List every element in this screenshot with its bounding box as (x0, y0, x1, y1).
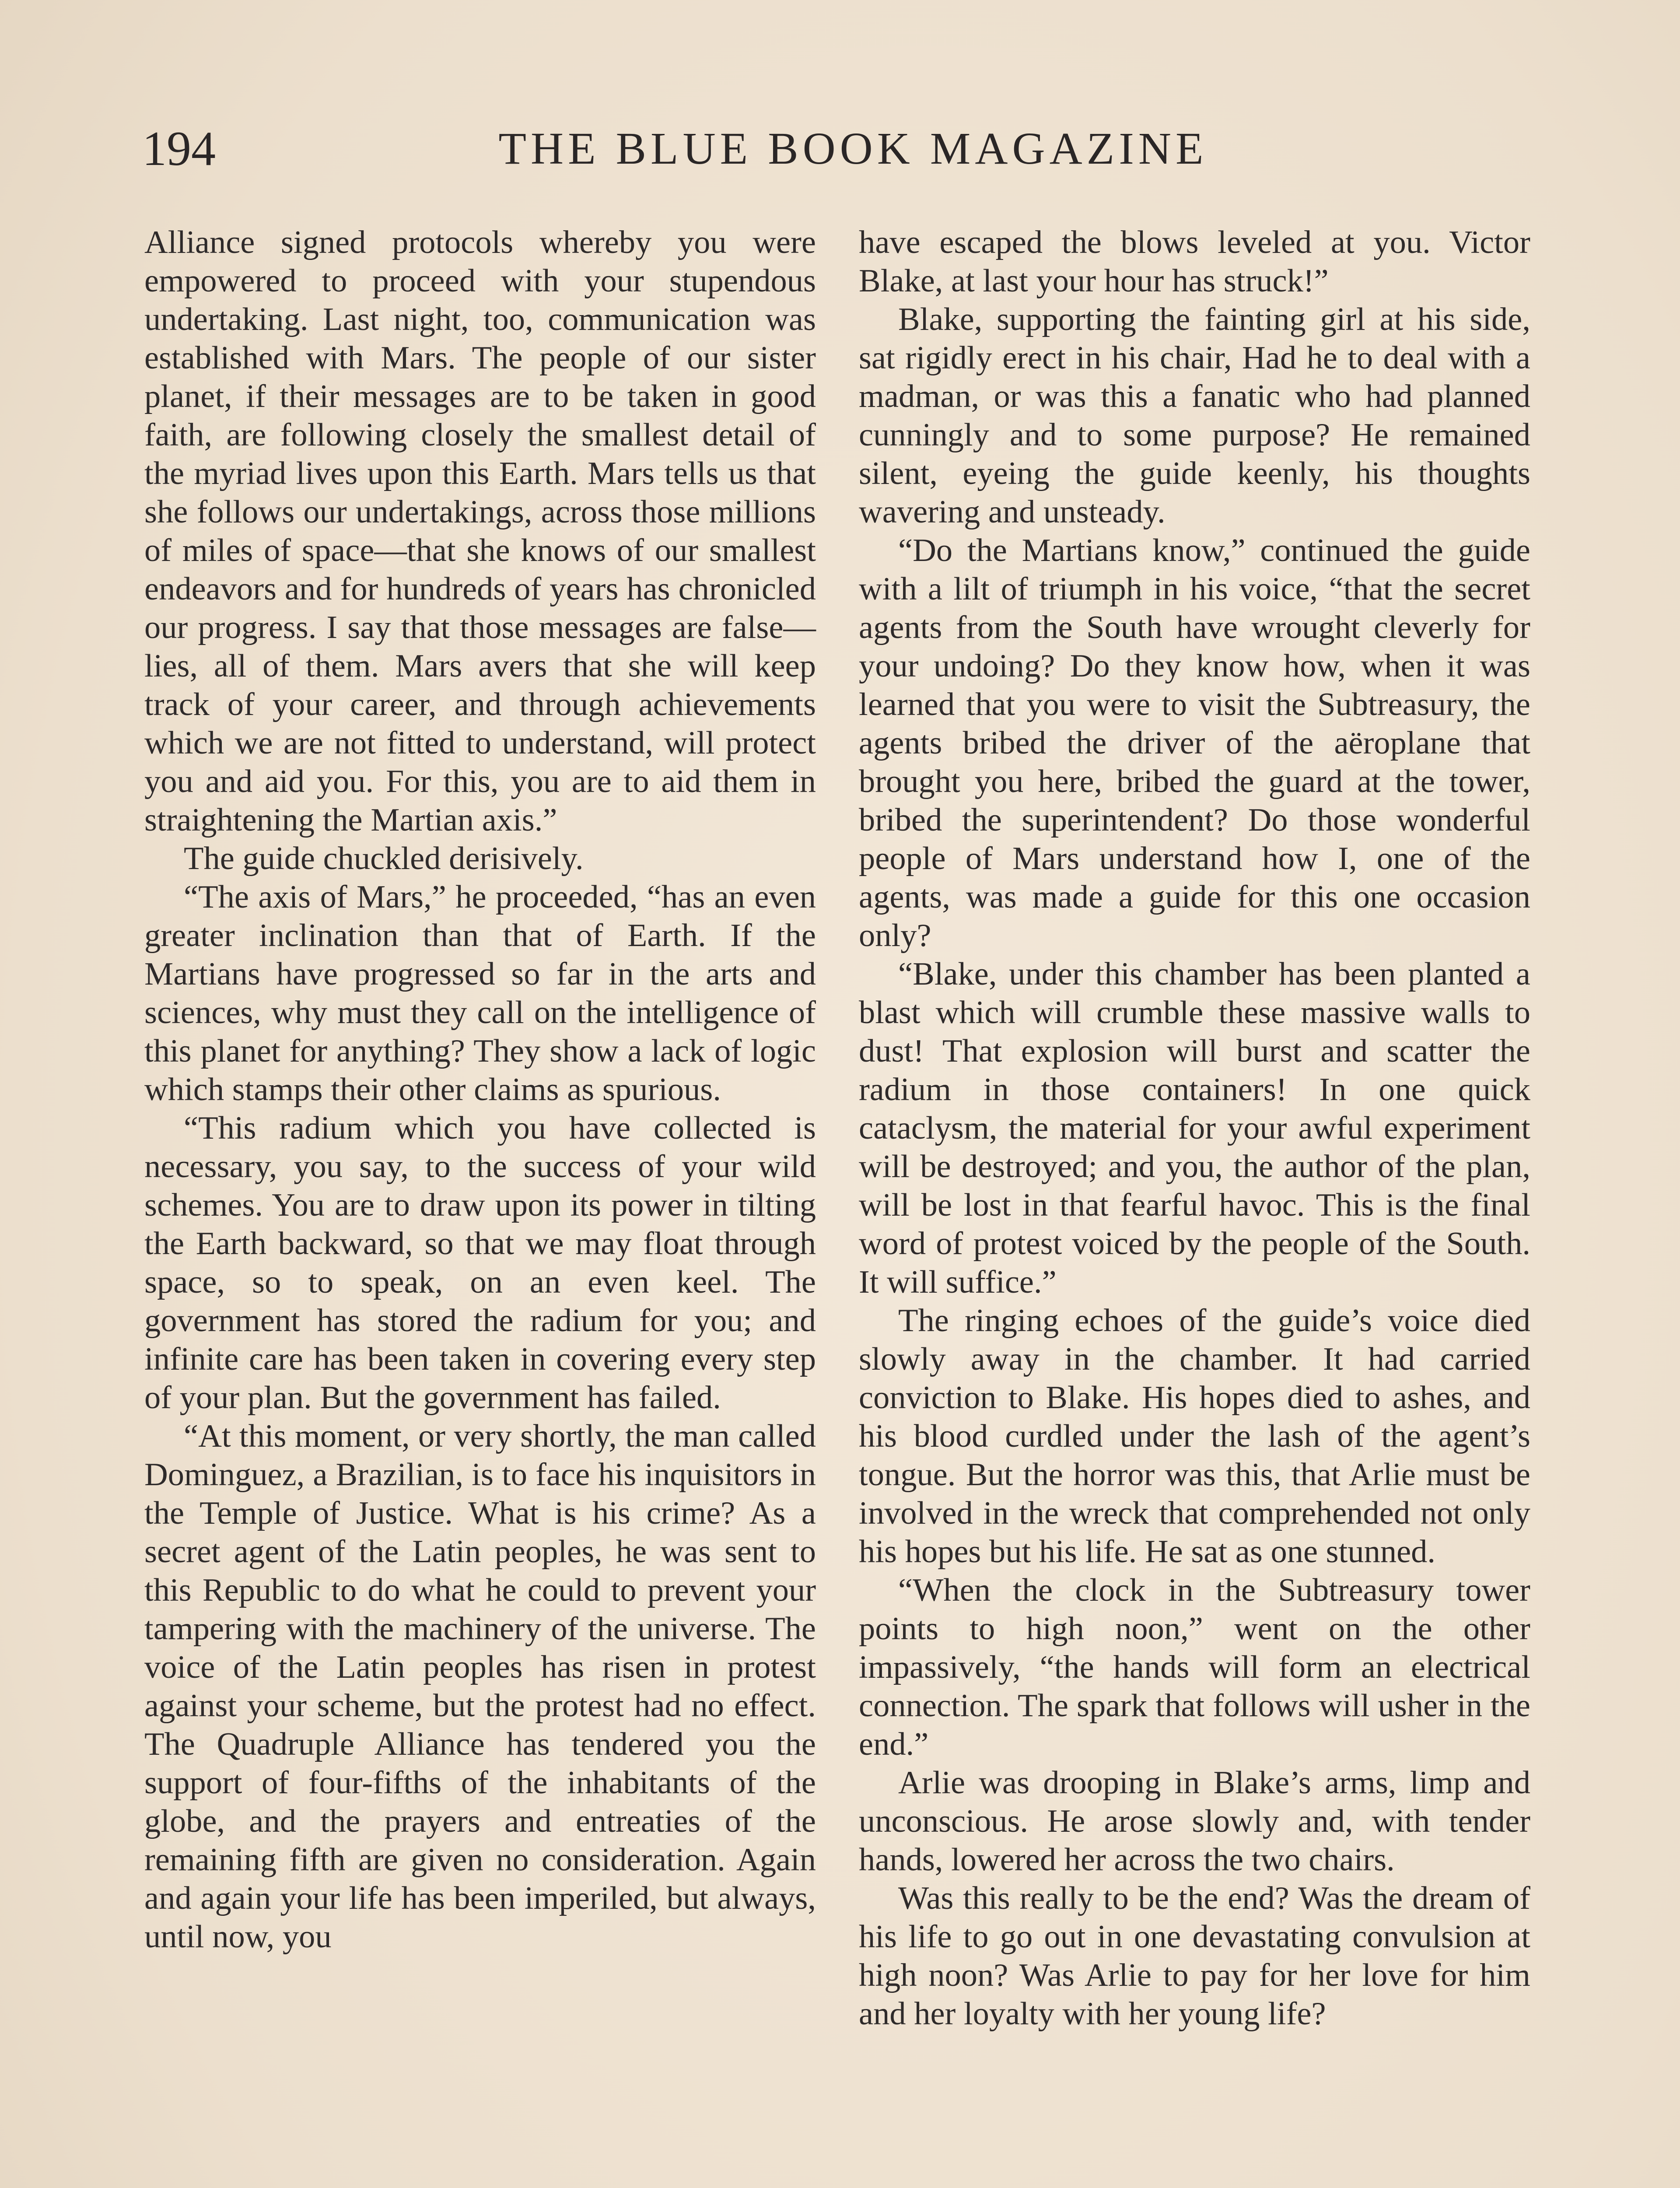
page-number: 194 (142, 122, 216, 176)
paragraph: “This radium which you have collected is necessary, you say, to the success of your wild schemes. You are to draw upon its power in tilting the Earth backward, so that we may float through space, so to speak, on an even keel. The government has stored the radium for you; and infinite care has been taken in covering every step of your plan. But the government has failed. (144, 1110, 816, 1416)
paragraph: The ringing echoes of the guide’s voice died slowly away in the chamber. It had carried conviction to Blake. His hopes died to ashes, and his blood curdled under the lash of the agent’s tongue. But the horror was this, that Arlie must be involved in the wreck that comprehended not only his hopes but his life. He sat as one stunned. (859, 1303, 1530, 1570)
paragraph: Arlie was drooping in Blake’s arms, limp and unconscious. He arose slowly and, with tender hands, lowered her across the two chairs. (859, 1765, 1530, 1878)
paragraph: “Blake, under this chamber has been planted a blast which will crumble these massive walls to dust! That explosion will burst and scatter the radium in those containers! In one quick cataclysm, the material for your awful experiment will be destroyed; and you, the author of the plan, will be lost in that fearful havoc. This is the final word of protest voiced by the people of the South. It will suffice.” (859, 956, 1530, 1300)
paragraph: “When the clock in the Subtreasury tower points to high noon,” went on the other impassively, “the hands will form an electrical connection. The spark that follows will usher in the end.” (859, 1572, 1530, 1762)
paragraph: “Do the Martians know,” continued the guide with a lilt of triumph in his voice, “that the secret agents from the South have wrought cleverly for your undoing? Do they know how, when it was learned that you were to visit the Subtreasury, the agents bribed the driver of the aëroplane that brought you here, bribed the guard at the tower, bribed the superintendent? Do those wonderful people of Mars understand how I, one of the agents, was made a guide for this one occasion only? (859, 533, 1530, 954)
running-title: THE BLUE BOOK MAGAZINE (498, 123, 1208, 174)
left-text-column (144, 223, 816, 1956)
paragraph: “At this moment, or very shortly, the man called Dominguez, a Brazilian, is to face his inquisitors in the Temple of Justice. What is his crime? As a secret agent of the Latin peoples, he was sent to this Republic to do what he could to prevent your tampering with the machinery of the universe. The voice of the Latin peoples has risen in protest against your scheme, but the protest had no effect. The Quadruple Alliance has tendered you the support of four-fifths of the inhabitants of the globe, and the prayers and entreaties of the remaining fifth are given no consideration. Again and again your life has been imperiled, but always, until now, you (144, 1418, 816, 1955)
paragraph: have escaped the blows leveled at you. Victor Blake, at last your hour has struck!” (859, 224, 1530, 299)
paragraph: Was this really to be the end? Was the dream of his life to go out in one devastating convulsion at high noon? Was Arlie to pay for her love for him and her loyalty with her young life? (859, 1880, 1530, 2032)
paragraph: Alliance signed protocols whereby you were empowered to proceed with your stupendous undertaking. Last night, too, communication was established with Mars. The people of our sister planet, if their messages are to be taken in good faith, are following closely the smallest detail of the myriad lives upon this Earth. Mars tells us that she follows our undertakings, across those millions of miles of space—that she knows of our smallest endeavors and for hundreds of years has chronicled our progress. I say that those messages are false—lies, all of them. Mars avers that she will keep track of your career, and through achievements which we are not fitted to understand, will protect you and aid you. For this, you are to aid them in straightening the Martian axis.” (144, 224, 816, 838)
paragraph: The guide chuckled derisively. (184, 841, 584, 877)
page-header (142, 118, 1538, 184)
paragraph: Blake, supporting the fainting girl at his side, sat rigidly erect in his chair, Had he to deal with a madman, or was this a fanatic who had planned cunningly and to some purpose? He remained silent, eyeing the guide keenly, his thoughts wavering and unsteady. (859, 302, 1530, 530)
paragraph: “The axis of Mars,” he proceeded, “has an even greater inclination than that of Earth. If the Martians have progressed so far in the arts and sciences, why must they call on the intelligence of this planet for anything? They show a lack of logic which stamps their other claims as spurious. (144, 879, 816, 1108)
right-text-column (859, 223, 1530, 2033)
